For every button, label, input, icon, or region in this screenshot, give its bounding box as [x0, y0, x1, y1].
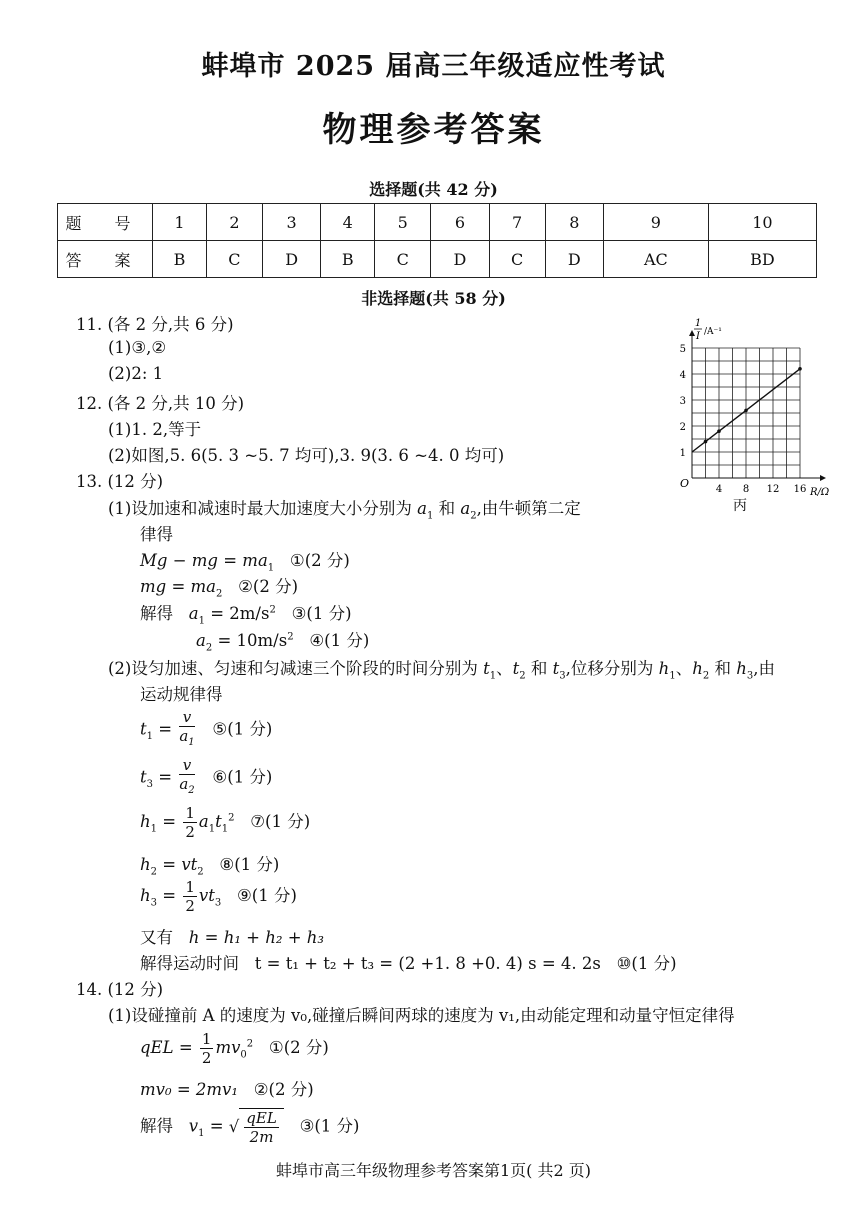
q14-eq2: mv₀ = 2mv₁ ②(2 分) — [140, 1080, 314, 1099]
q13-eq1: Mg − mg = $ma_1$ ①(2 分) — [140, 551, 350, 574]
y-tick-label: 2 — [679, 422, 686, 433]
table-cell: C — [375, 241, 431, 278]
table-cell: 1 — [153, 204, 207, 241]
y-label-den: I — [696, 331, 700, 342]
q13-eq9: $h_3$ = $\frac{1}{2}$ $vt_3$ ⑨(1 分) — [140, 878, 297, 915]
q13-eq4: $a_2 = 10m/s^2$ ④(1 分) — [196, 631, 370, 654]
q12-part2: (2)如图,5. 6(5. 3 ~5. 7 均可),3. 9(3. 6 ~4. 0 均可) — [108, 446, 505, 465]
row-label-answer: 答 案 — [58, 241, 153, 278]
y-axis-label — [694, 318, 722, 342]
q13-part2-line1: (2)设匀加速、匀速和匀减速三个阶段的时间分别为 $t_1$、$t_2$ 和 $t_3$,位移分别为 $h_1$、$h_2$ 和 $h_3$,由 — [108, 659, 775, 682]
table-row — [58, 241, 817, 278]
q13-part1-line2: 律得 — [140, 525, 173, 544]
chart — [672, 312, 842, 517]
x-tick-label: 16 — [793, 484, 807, 495]
origin-label: O — [680, 477, 690, 490]
q13-part2-line2: 运动规律得 — [140, 685, 223, 704]
table-cell: C — [206, 241, 262, 278]
q13-eq5: $t_1$ = $\frac{v}{a_1}$ ⑤(1 分) — [140, 708, 273, 748]
table-cell: AC — [604, 241, 709, 278]
q13-eq6: $t_3$ = $\frac{v}{a_2}$ ⑥(1 分) — [140, 756, 273, 796]
page-footer: 蚌埠市高三年级物理参考答案第1页( 共2 页) — [275, 1161, 592, 1180]
table-cell: D — [545, 241, 603, 278]
chart-ticks — [680, 344, 807, 495]
table-cell: 9 — [604, 204, 709, 241]
table-cell: 2 — [206, 204, 262, 241]
q12-part1: (1)1. 2,等于 — [108, 420, 202, 439]
data-point — [744, 409, 748, 413]
y-tick-label: 1 — [679, 448, 686, 459]
q13-eq10: 解得运动时间 t = t₁ + t₂ + t₃ = (2 +1. 8 +0. 4) s = 4. 2s ⑩(1 分) — [140, 954, 677, 973]
row-label-number: 题 号 — [58, 204, 153, 241]
q13-eq-h: 又有 h = h₁ + h₂ + h₃ — [140, 928, 325, 947]
table-cell: D — [262, 241, 320, 278]
q13-eq8: $h_2 = vt_2$ ⑧(1 分) — [140, 855, 280, 878]
table-cell: 3 — [262, 204, 320, 241]
table-cell: B — [321, 241, 375, 278]
table-row — [58, 204, 817, 241]
chart-caption: 丙 — [733, 498, 747, 514]
y-axis-arrow — [689, 330, 695, 336]
table-cell: D — [431, 241, 489, 278]
q14-eq3: 解得 $v_1$ = √ $\frac{\text{qEL}}{2m}$ ③(1 分) — [140, 1109, 360, 1146]
table-cell: C — [489, 241, 545, 278]
q13-part1-line1: (1)设加速和减速时最大加速度大小分别为 $a_1$ 和 $a_2$,由牛顿第二定 — [108, 499, 581, 522]
x-tick-label: 12 — [766, 484, 780, 495]
table-cell: 8 — [545, 204, 603, 241]
y-label-unit: /A⁻¹ — [704, 327, 722, 337]
table-cell: 7 — [489, 204, 545, 241]
table-cell: 5 — [375, 204, 431, 241]
y-label-num: 1 — [694, 318, 702, 329]
chart-axes — [689, 330, 826, 481]
q14-header: 14. (12 分) — [76, 980, 164, 999]
y-tick-label: 5 — [679, 344, 686, 355]
q14-eq1: qEL = $\frac{1}{2}$ $mv_0^2$ ①(2 分) — [140, 1030, 329, 1067]
chart-grid — [692, 348, 800, 478]
choice-heading: 选择题(共 42 分) — [369, 180, 498, 199]
table-cell: 10 — [708, 204, 816, 241]
x-axis-label: R/Ω — [810, 487, 830, 498]
x-tick-label: 8 — [742, 484, 750, 495]
nonchoice-heading: 非选择题(共 58 分) — [361, 289, 506, 308]
data-point — [704, 440, 708, 444]
q11-part1: (1)③,② — [108, 338, 167, 357]
table-cell: 6 — [431, 204, 489, 241]
table-cell: B — [153, 241, 207, 278]
x-tick-label: 4 — [715, 484, 723, 495]
answer-table — [57, 203, 817, 278]
q12-header: 12. (各 2 分,共 10 分) — [76, 394, 245, 413]
q13-header: 13. (12 分) — [76, 472, 164, 491]
q14-part1: (1)设碰撞前 A 的速度为 v₀,碰撞后瞬间两球的速度为 v₁,由动能定理和动量守恒定律得 — [108, 1006, 735, 1025]
q13-eq7: $h_1$ = $\frac{1}{2}$ $a_1t_1^2$ ⑦(1 分) — [140, 804, 311, 841]
q13-eq3: 解得 $a_1 = 2m/s^2$ ③(1 分) — [140, 604, 352, 627]
exam-title: 蚌埠市 2025 届高三年级适应性考试 — [201, 51, 666, 82]
table-cell: BD — [708, 241, 816, 278]
answer-key-title: 物理参考答案 — [322, 110, 545, 150]
y-tick-label: 3 — [679, 396, 686, 407]
y-tick-label: 4 — [679, 370, 686, 381]
q13-eq2: mg = $ma_2$ ②(2 分) — [140, 577, 299, 600]
q11-part2: (2)2: 1 — [108, 364, 164, 383]
q11-header: 11. (各 2 分,共 6 分) — [76, 315, 234, 334]
x-axis-arrow — [820, 475, 826, 481]
data-point — [717, 429, 721, 433]
table-cell: 4 — [321, 204, 375, 241]
data-point — [798, 367, 802, 371]
